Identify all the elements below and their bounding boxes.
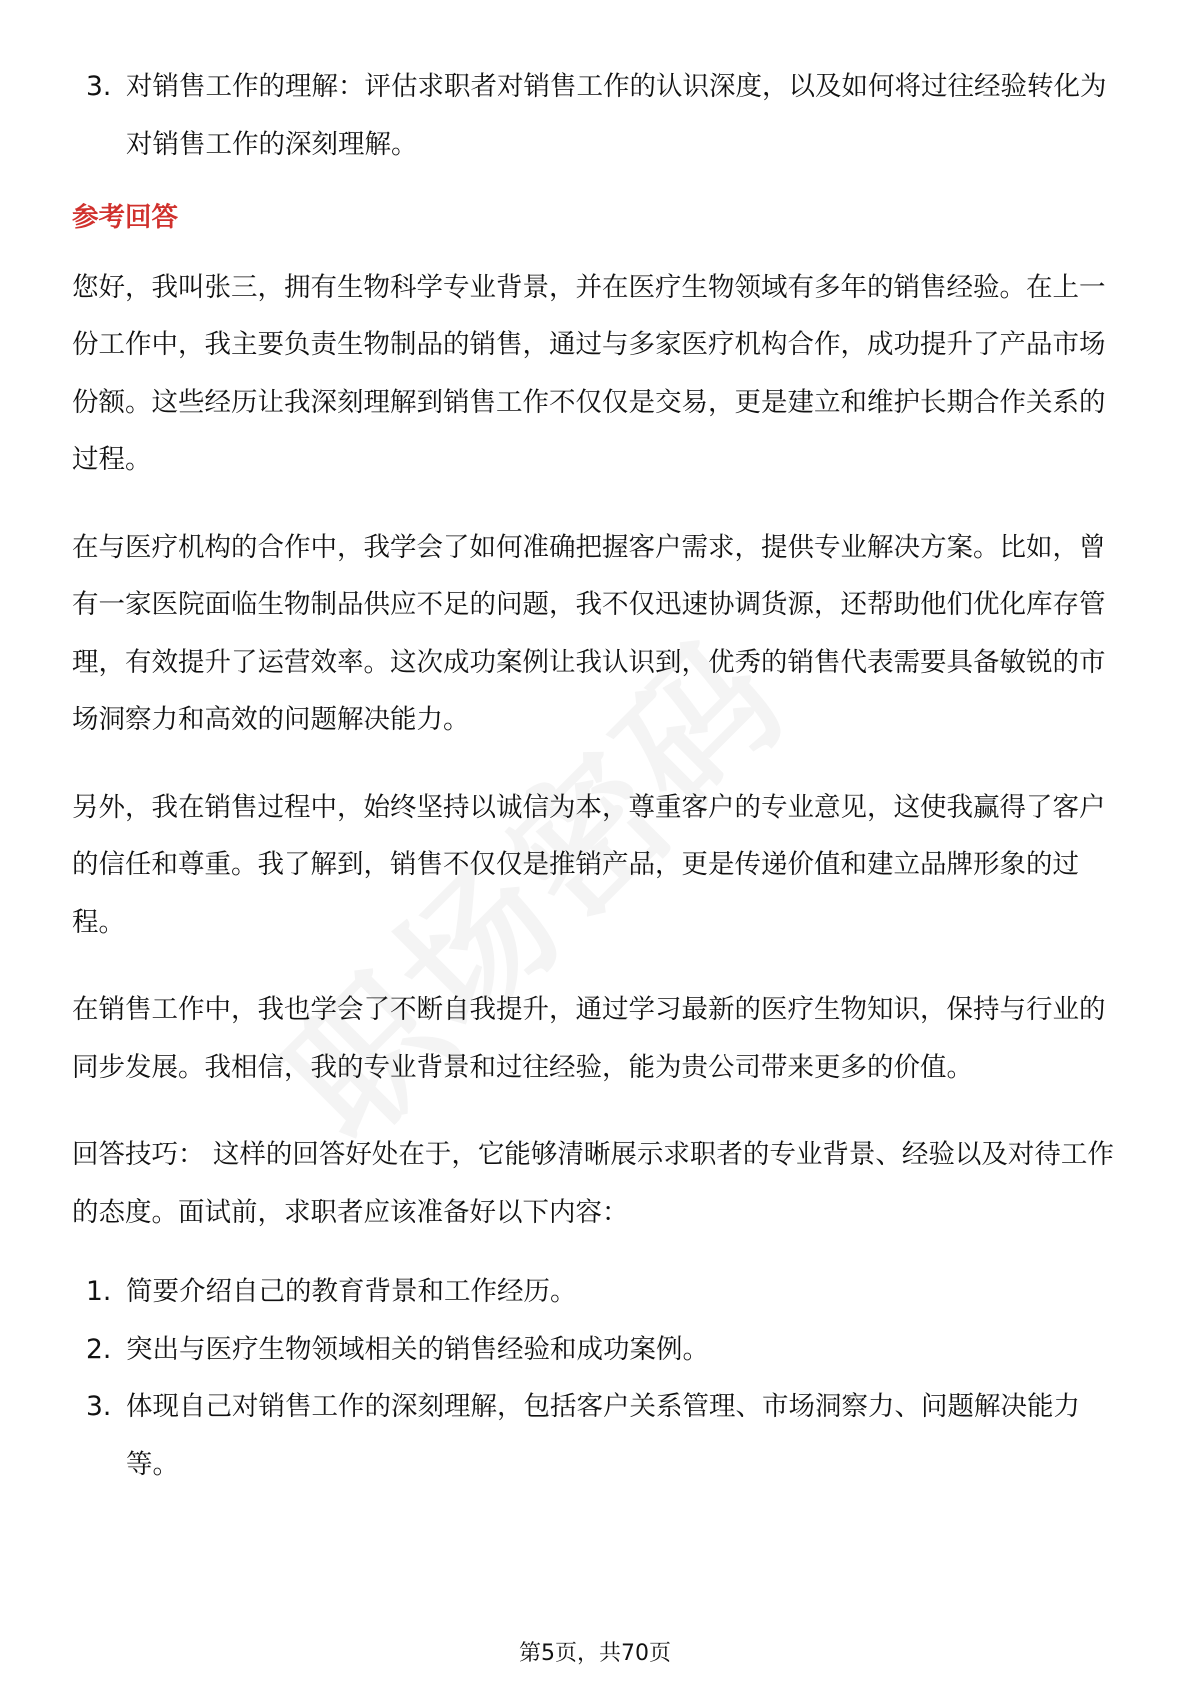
tips-paragraph: 回答技巧： 这样的回答好处在于，它能够清晰展示求职者的专业背景、经验以及对待工作的态度。面试前，求职者应该准备好以下内容： xyxy=(72,1139,1114,1228)
list-item xyxy=(72,1263,1122,1321)
section-heading: 参考回答 xyxy=(72,202,178,233)
list-item-text: 突出与医疗生物领域相关的销售经验和成功案例。 xyxy=(126,1333,709,1365)
list-item xyxy=(72,1378,1122,1493)
list-item-text: 对销售工作的理解：评估求职者对销售工作的认识深度，以及如何将过往经验转化为对销售工作的深刻理解。 xyxy=(126,71,1107,160)
list-item xyxy=(72,1321,1122,1379)
page-content xyxy=(72,58,1122,1493)
list-number: 2. xyxy=(86,1333,112,1365)
answer-paragraph: 另外，我在销售过程中，始终坚持以诚信为本，尊重客户的专业意见，这使我赢得了客户的信任和尊重。我了解到，销售不仅仅是推销产品，更是传递价值和建立品牌形象的过程。 xyxy=(72,791,1106,938)
list-number: 3. xyxy=(86,71,112,102)
answer-paragraph: 您好，我叫张三，拥有生物科学专业背景，并在医疗生物领域有多年的销售经验。在上一份工作中，我主要负责生物制品的销售，通过与多家医疗机构合作，成功提升了产品市场份额。这些经历让我深刻理解到销售工作不仅仅是交易，更是建立和维护长期合作关系的过程。 xyxy=(72,271,1106,475)
page-number-footer: 第5页，共70页 xyxy=(519,1641,671,1666)
list-number: 1. xyxy=(86,1276,112,1307)
answer-paragraph: 在与医疗机构的合作中，我学会了如何准确把握客户需求，提供专业解决方案。比如，曾有一家医院面临生物制品供应不足的问题，我不仅迅速协调货源，还帮助他们优化库存管理，有效提升了运营效率。这次成功案例让我认识到，优秀的销售代表需要具备敏锐的市场洞察力和高效的问题解决能力。 xyxy=(72,531,1106,735)
answer-paragraph: 在销售工作中，我也学会了不断自我提升，通过学习最新的医疗生物知识，保持与行业的同步发展。我相信，我的专业背景和过往经验，能为贵公司带来更多的价值。 xyxy=(72,994,1106,1083)
list-item xyxy=(72,58,1122,173)
list-item-text: 简要介绍自己的教育背景和工作经历。 xyxy=(126,1276,577,1307)
list-number: 3. xyxy=(86,1391,112,1422)
list-item-text: 体现自己对销售工作的深刻理解，包括客户关系管理、市场洞察力、问题解决能力等。 xyxy=(126,1391,1080,1480)
